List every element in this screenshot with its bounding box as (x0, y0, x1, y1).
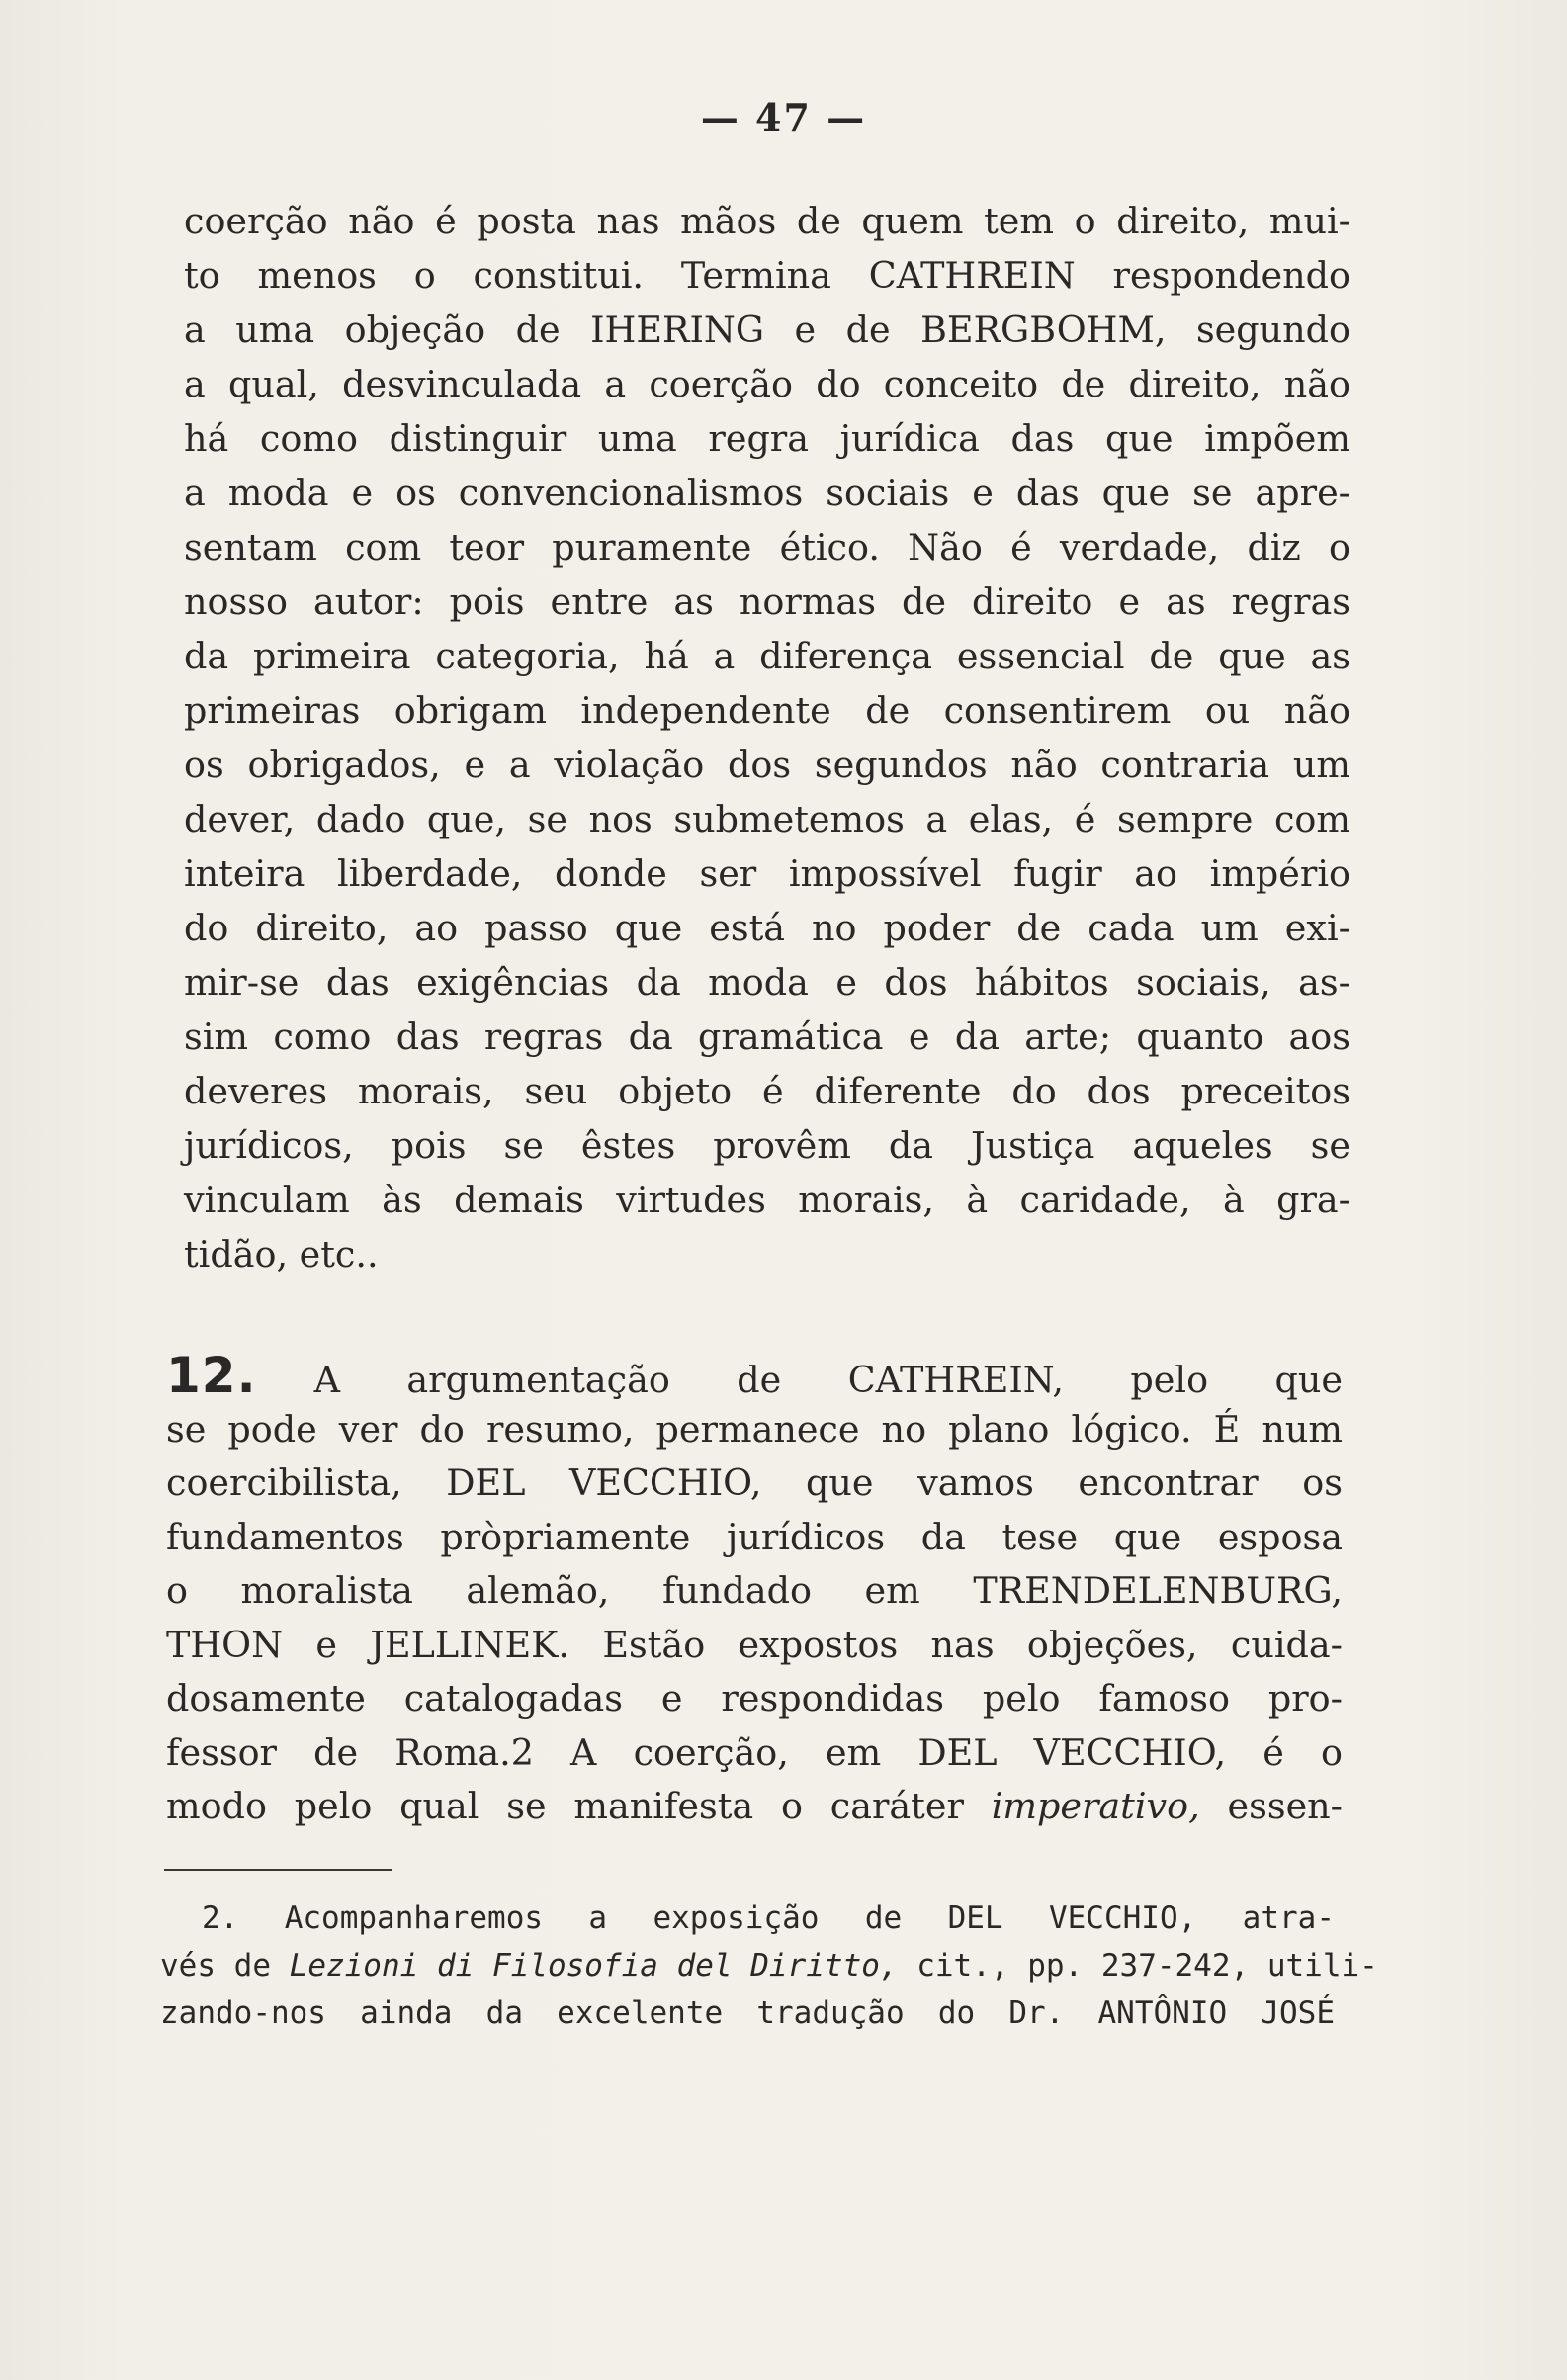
text-line: sim como das regras da gramática e da arte; quanto aos (184, 1015, 1350, 1058)
text-line: a qual, desvinculada a coerção do conceito de direito, não (184, 363, 1350, 405)
text-line: a uma objeção de IHERING e de BERGBOHM, segundo (184, 309, 1350, 351)
text-line: dever, dado que, se nos submetemos a elas, é sempre com (184, 798, 1350, 840)
text-line: há como distinguir uma regra jurídica das que impõem (184, 417, 1350, 460)
text-line: deveres morais, seu objeto é diferente do dos preceitos (184, 1070, 1350, 1112)
italic-term: imperativo, (991, 1785, 1200, 1827)
text-line: inteira liberdade, donde ser impossível fugir ao império (184, 852, 1350, 895)
text-span: essen- (1199, 1785, 1344, 1827)
text-line: jurídicos, pois se êstes provêm da Justiça aqueles se (184, 1124, 1350, 1167)
text-span: modo pelo qual se manifesta o caráter (166, 1785, 992, 1827)
section-number: 12. (166, 1347, 257, 1404)
footnote-divider (164, 1869, 392, 1871)
text-line: vinculam às demais virtudes morais, à caridade, à gra- (184, 1179, 1350, 1221)
footnote (160, 1895, 1378, 2037)
text-span: cit., pp. 237-242, utili- (898, 1948, 1378, 1983)
text-line: os obrigados, e a violação dos segundos não contraria um (184, 744, 1350, 786)
footnote-line: zando-nos ainda da excelente tradução do Dr. ANTÔNIO JOSÉ (160, 1995, 1335, 2031)
text-line: dosamente catalogadas e respondidas pelo famoso pro- (166, 1677, 1343, 1719)
text-line: tidão, etc.. (184, 1233, 379, 1276)
text-line (166, 1780, 1343, 1834)
text-line: coerção não é posta nas mãos de quem tem o direito, mui- (184, 200, 1350, 242)
text-span: vés de (160, 1948, 290, 1983)
text-line: primeiras obrigam independente de consentirem ou não (184, 689, 1350, 732)
text-line: se pode ver do resumo, permanece no plano lógico. É num (166, 1407, 1343, 1451)
footnote-line (160, 1942, 1378, 1989)
text-line: to menos o constitui. Termina CATHREIN respondendo (184, 254, 1350, 297)
text-line: a moda e os convencionalismos sociais e das que se apre- (184, 472, 1350, 514)
text-line: sentam com teor puramente ético. Não é verdade, diz o (184, 526, 1350, 569)
text-line: A argumentação de CATHREIN, pelo que (313, 1359, 1343, 1401)
section-first-line (166, 1349, 1343, 1403)
text-line: fessor de Roma.2 A coerção, em DEL VECCHIO, é o (166, 1730, 1343, 1774)
text-line: da primeira categoria, há a diferença essencial de que as (184, 635, 1350, 677)
text-line: nosso autor: pois entre as normas de direito e as regras (184, 580, 1350, 623)
footnote-line: 2. Acompanharemos a exposição de DEL VECCHIO, atra- (202, 1900, 1335, 1936)
text-line: fundamentos pròpriamente jurídicos da tese que esposa (166, 1515, 1343, 1558)
page-number: — 47 — (700, 95, 867, 139)
text-line: THON e JELLINEK. Estão expostos nas objeções, cuida- (166, 1623, 1343, 1666)
paragraph-1 (184, 194, 1350, 1281)
text-line: o moralista alemão, fundado em TRENDELENBURG, (166, 1569, 1343, 1612)
text-line: coercibilista, DEL VECCHIO, que vamos encontrar os (166, 1461, 1343, 1504)
text-line: do direito, ao passo que está no poder de cada um exi- (184, 907, 1350, 949)
paragraph-2 (166, 1349, 1343, 1834)
italic-book-title: Lezioni di Filosofia del Diritto, (289, 1948, 899, 1983)
text-line: mir-se das exigências da moda e dos hábitos sociais, as- (184, 961, 1350, 1004)
